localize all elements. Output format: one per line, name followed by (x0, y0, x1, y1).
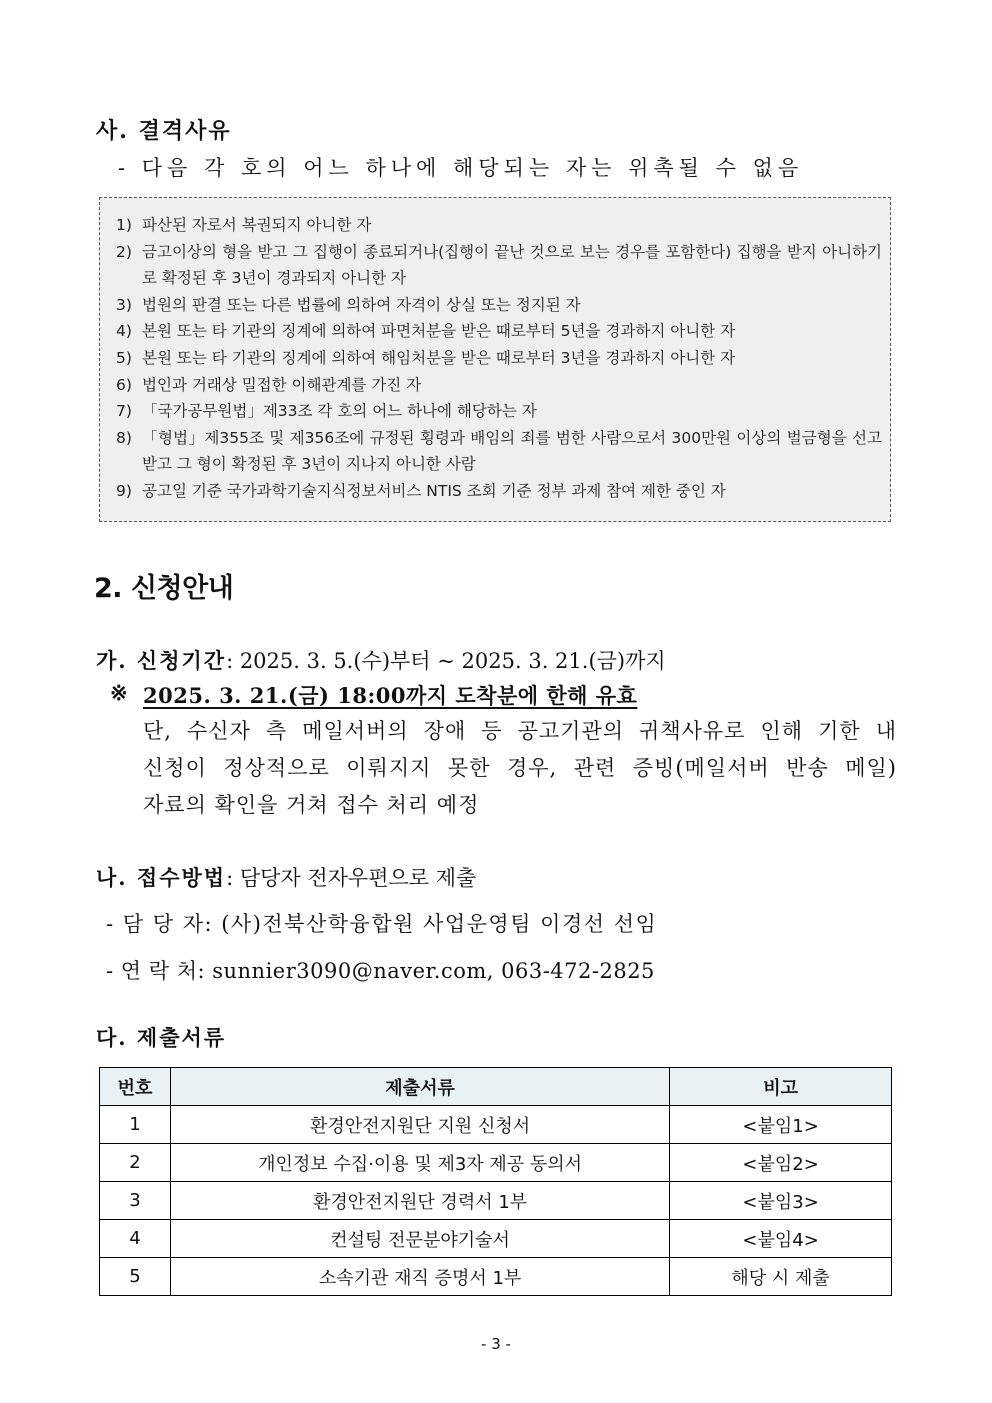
period-line (96, 645, 666, 675)
list-item (116, 212, 882, 239)
list-item (116, 398, 882, 425)
item-number: 3) (116, 295, 132, 314)
contact-person: - 담 당 자: (사)전북산학융합원 사업운영팀 이경선 선임 (106, 912, 658, 936)
table-header-row (100, 1068, 892, 1106)
cell-document: 환경안전지원단 지원 신청서 (170, 1106, 669, 1144)
note-line: 신청이 정상적으로 이뤄지지 못한 경우, 관련 증빙(메일서버 반송 메일) (143, 756, 897, 780)
documents-table (99, 1067, 892, 1296)
cell-remark: <붙임2> (670, 1144, 892, 1182)
method-line (96, 862, 476, 892)
item-text: 공고일 기준 국가과학기술지식정보서비스 NTIS 조회 기준 정부 과제 참여 제한 중인 자 (142, 481, 726, 500)
table-row (100, 1106, 892, 1144)
item-text: 법인과 거래상 밀접한 이해관계를 가진 자 (142, 375, 422, 394)
period-value: : 2025. 3. 5.(수)부터 ~ 2025. 3. 21.(금)까지 (226, 649, 666, 673)
header-remark: 비고 (670, 1068, 892, 1106)
header-number: 번호 (100, 1068, 171, 1106)
disqualification-intro: - 다음 각 호의 어느 하나에 해당되는 자는 위촉될 수 없음 (118, 156, 804, 180)
item-number: 8) (116, 428, 132, 447)
deadline-note: 2025. 3. 21.(금) 18:00까지 도착분에 한해 유효 (143, 683, 638, 708)
item-number: 4) (116, 322, 132, 341)
item-number: 9) (116, 481, 132, 500)
method-value: : 담당자 전자우편으로 제출 (226, 866, 477, 890)
list-item (116, 239, 882, 292)
item-number: 5) (116, 348, 132, 367)
documents-label-line (96, 1022, 226, 1052)
item-number: 1) (116, 216, 132, 234)
table-row (100, 1144, 892, 1182)
item-number: 7) (116, 402, 132, 421)
note-line: 단, 수신자 측 메일서버의 장애 등 공고기관의 귀책사유로 인해 기한 내 (143, 719, 897, 743)
method-label: 나. 접수방법 (96, 865, 227, 890)
item-text: 본원 또는 타 기관의 징계에 의하여 해임처분을 받은 때로부터 3년을 경과하지 아니한 자 (142, 348, 736, 367)
cell-remark: <붙임3> (670, 1182, 892, 1220)
cell-document: 개인정보 수집·이용 및 제3자 제공 동의서 (170, 1144, 669, 1182)
table-row (100, 1182, 892, 1220)
page-number: - 3 - (481, 1335, 511, 1353)
documents-label: 다. 제출서류 (96, 1025, 227, 1050)
disqualification-box (99, 197, 891, 522)
cell-remark: <붙임1> (670, 1106, 892, 1144)
note-body (143, 713, 897, 824)
list-item (116, 372, 882, 399)
item-text: 법원의 판결 또는 다른 법률에 의하여 자격이 상실 또는 정지된 자 (142, 295, 581, 314)
cell-number: 4 (100, 1220, 171, 1258)
table-row (100, 1220, 892, 1258)
list-item (116, 478, 882, 505)
list-item (116, 345, 882, 372)
cell-remark: 해당 시 제출 (670, 1258, 892, 1296)
cell-document: 컨설팅 전문분야기술서 (170, 1220, 669, 1258)
table-row (100, 1258, 892, 1296)
cell-document: 환경안전지원단 경력서 1부 (170, 1182, 669, 1220)
cell-number: 3 (100, 1182, 171, 1220)
note-line: 자료의 확인을 거쳐 접수 처리 예정 (143, 793, 480, 817)
note-mark: ※ (110, 680, 128, 705)
period-label: 가. 신청기간 (96, 648, 227, 673)
cell-document: 소속기관 재직 증명서 1부 (170, 1258, 669, 1296)
section-heading: 2. 신청안내 (94, 573, 234, 604)
list-item (116, 292, 882, 319)
cell-number: 5 (100, 1258, 171, 1296)
header-document: 제출서류 (170, 1068, 669, 1106)
item-text: 「형법」제355조 및 제356조에 규정된 횡령과 배임의 죄를 범한 사람으로서 300만원 이상의 벌금형을 선고받고 그 형이 확정된 후 3년이 지나지 아니한 사람 (142, 428, 882, 474)
item-text: 「국가공무원법」제33조 각 호의 어느 하나에 해당하는 자 (142, 402, 537, 421)
cell-remark: <붙임4> (670, 1220, 892, 1258)
list-item (116, 318, 882, 345)
item-number: 6) (116, 375, 132, 394)
contact-info: - 연 락 처: sunnier3090@naver.com, 063-472-2825 (106, 959, 655, 983)
disqualification-title: 사. 결격사유 (96, 118, 232, 144)
list-item (116, 425, 882, 478)
item-text: 금고이상의 형을 받고 그 집행이 종료되거나(집행이 끝난 것으로 보는 경우를 포함한다) 집행을 받지 아니하기로 확정된 후 3년이 경과되지 아니한 자 (142, 242, 882, 288)
cell-number: 2 (100, 1144, 171, 1182)
cell-number: 1 (100, 1106, 171, 1144)
item-number: 2) (116, 242, 132, 261)
item-text: 파산된 자로서 복권되지 아니한 자 (142, 216, 372, 234)
item-text: 본원 또는 타 기관의 징계에 의하여 파면처분을 받은 때로부터 5년을 경과하지 아니한 자 (142, 322, 736, 341)
